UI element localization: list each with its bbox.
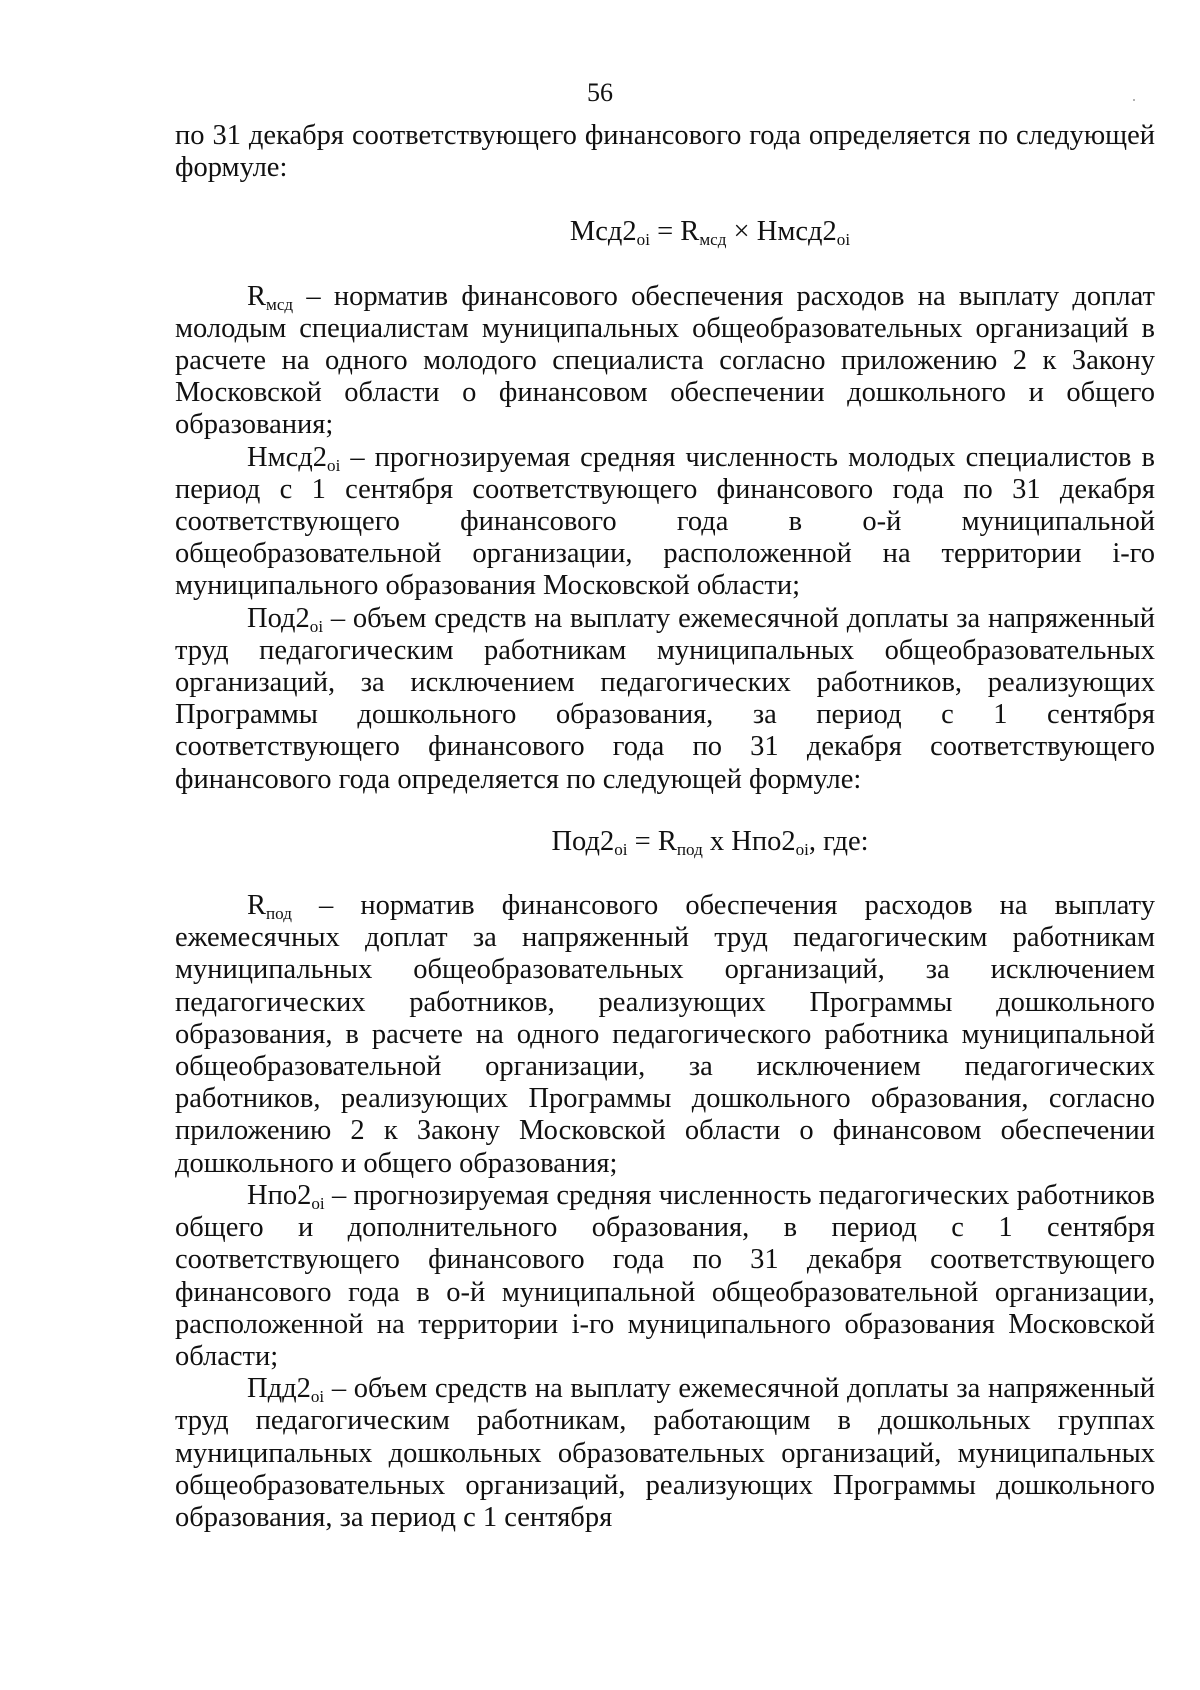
formula-msd [175,216,1155,248]
definition-r-msd-sub: мсд [266,294,294,314]
definition-npo-symbol: Нпо2 [247,1179,312,1211]
formula-pod-lhs: Под2 [551,825,615,857]
definition-pod [175,603,1155,796]
formula-pod-tail: , где: [808,825,869,857]
definition-r-pod-symbol: R [247,890,267,922]
formula-pod-eq: = R [627,825,677,857]
page-number: 56 [587,78,613,107]
formula-msd-lhs-sub: oi [636,230,650,250]
formula-pod-lhs-sub: oi [614,839,628,859]
definition-r-msd-text: – норматив финансового обеспечения расходов на выплату доплат молодым специалистам муниципальных общеобразовательных организаций в расчете на одного молодого специалиста согласно приложению 2 к Закону Московской области о финансовом обеспечении дошкольного и общего образования; [175,280,1155,441]
definition-nmsd [175,442,1155,603]
formula-msd-r-sub: мсд [699,230,727,250]
formula-pod [175,826,1155,858]
definition-npo [175,1180,1155,1373]
definition-r-msd-symbol: R [247,280,267,312]
definition-r-pod-text: – норматив финансового обеспечения расходов на выплату ежемесячных доплат за напряженный труд педагогическим работникам муниципальных общеобразовательных организаций, за исключением педагогических работников, реализующих Программы дошкольного образования, в расчете на одного педагогического работника муниципальной общеобразовательной организации, за исключением педагогических работников, реализующих Программы дошкольного образования, согласно приложению 2 к Закону Московской области о финансовом обеспечении дошкольного и общего образования; [175,890,1155,1179]
formula-pod-r-sub: под [676,839,703,859]
definition-nmsd-text: – прогнозируемая средняя численность молодых специалистов в период с 1 сентября соответствующего финансового года по 31 декабря соответствующего финансового года в о-й муниципальной общеобразовательной организации, расположенной на территории i-го муниципального образования Московской области; [175,441,1155,602]
definition-nmsd-sub: oi [327,455,341,475]
definition-pod-symbol: Под2 [247,602,310,634]
document-body [175,120,1155,1534]
formula-pod-op: x Нпо2 [702,825,796,857]
intro-text: по 31 декабря соответствующего финансового года определяется по следующей формуле: [175,120,1155,184]
definition-pdd-sub: oi [310,1386,325,1406]
definition-pdd [175,1373,1155,1534]
definition-npo-sub: oi [311,1193,325,1213]
intro-paragraph [175,120,1155,184]
definition-pod-sub: oi [309,616,324,636]
definition-nmsd-symbol: Нмсд2 [247,441,328,473]
formula-msd-eq: = R [649,216,700,248]
definition-pdd-text: – объем средств на выплату ежемесячной доплаты за напряженный труд педагогическим работникам, работающим в дошкольных группах муниципальных дошкольных образовательных организаций, муниципальных общеобразовательных организаций, реализующих Программы дошкольного образования, за период с 1 сентября [175,1373,1155,1533]
formula-msd-lhs: Мсд2 [569,216,637,248]
definition-pod-text: – объем средств на выплату ежемесячной доплаты за напряженный труд педагогическим работникам муниципальных общеобразовательных организаций, за исключением педагогических работников, реализующих Программы дошкольного образования, за период с 1 сентября соответствующего финансового года по 31 декабря соответствующего финансового года определяется по следующей формуле: [175,602,1155,795]
definition-r-pod-sub: под [266,903,292,923]
definition-r-msd [175,281,1155,442]
definition-r-pod [175,890,1155,1180]
definition-npo-text: – прогнозируемая средняя численность педагогических работников общего и дополнительного образования, в период с 1 сентября соответствующего финансового года по 31 декабря соответствующего финансового года в о-й муниципальной общеобразовательной организации, расположенной на территории i-го муниципального образования Московской области; [175,1179,1155,1372]
formula-msd-rhs-sub: oi [836,230,851,250]
definition-pdd-symbol: Пдд2 [247,1373,311,1405]
formula-msd-op: × Нмсд2 [726,216,837,248]
formula-pod-rhs-sub: oi [795,839,809,859]
